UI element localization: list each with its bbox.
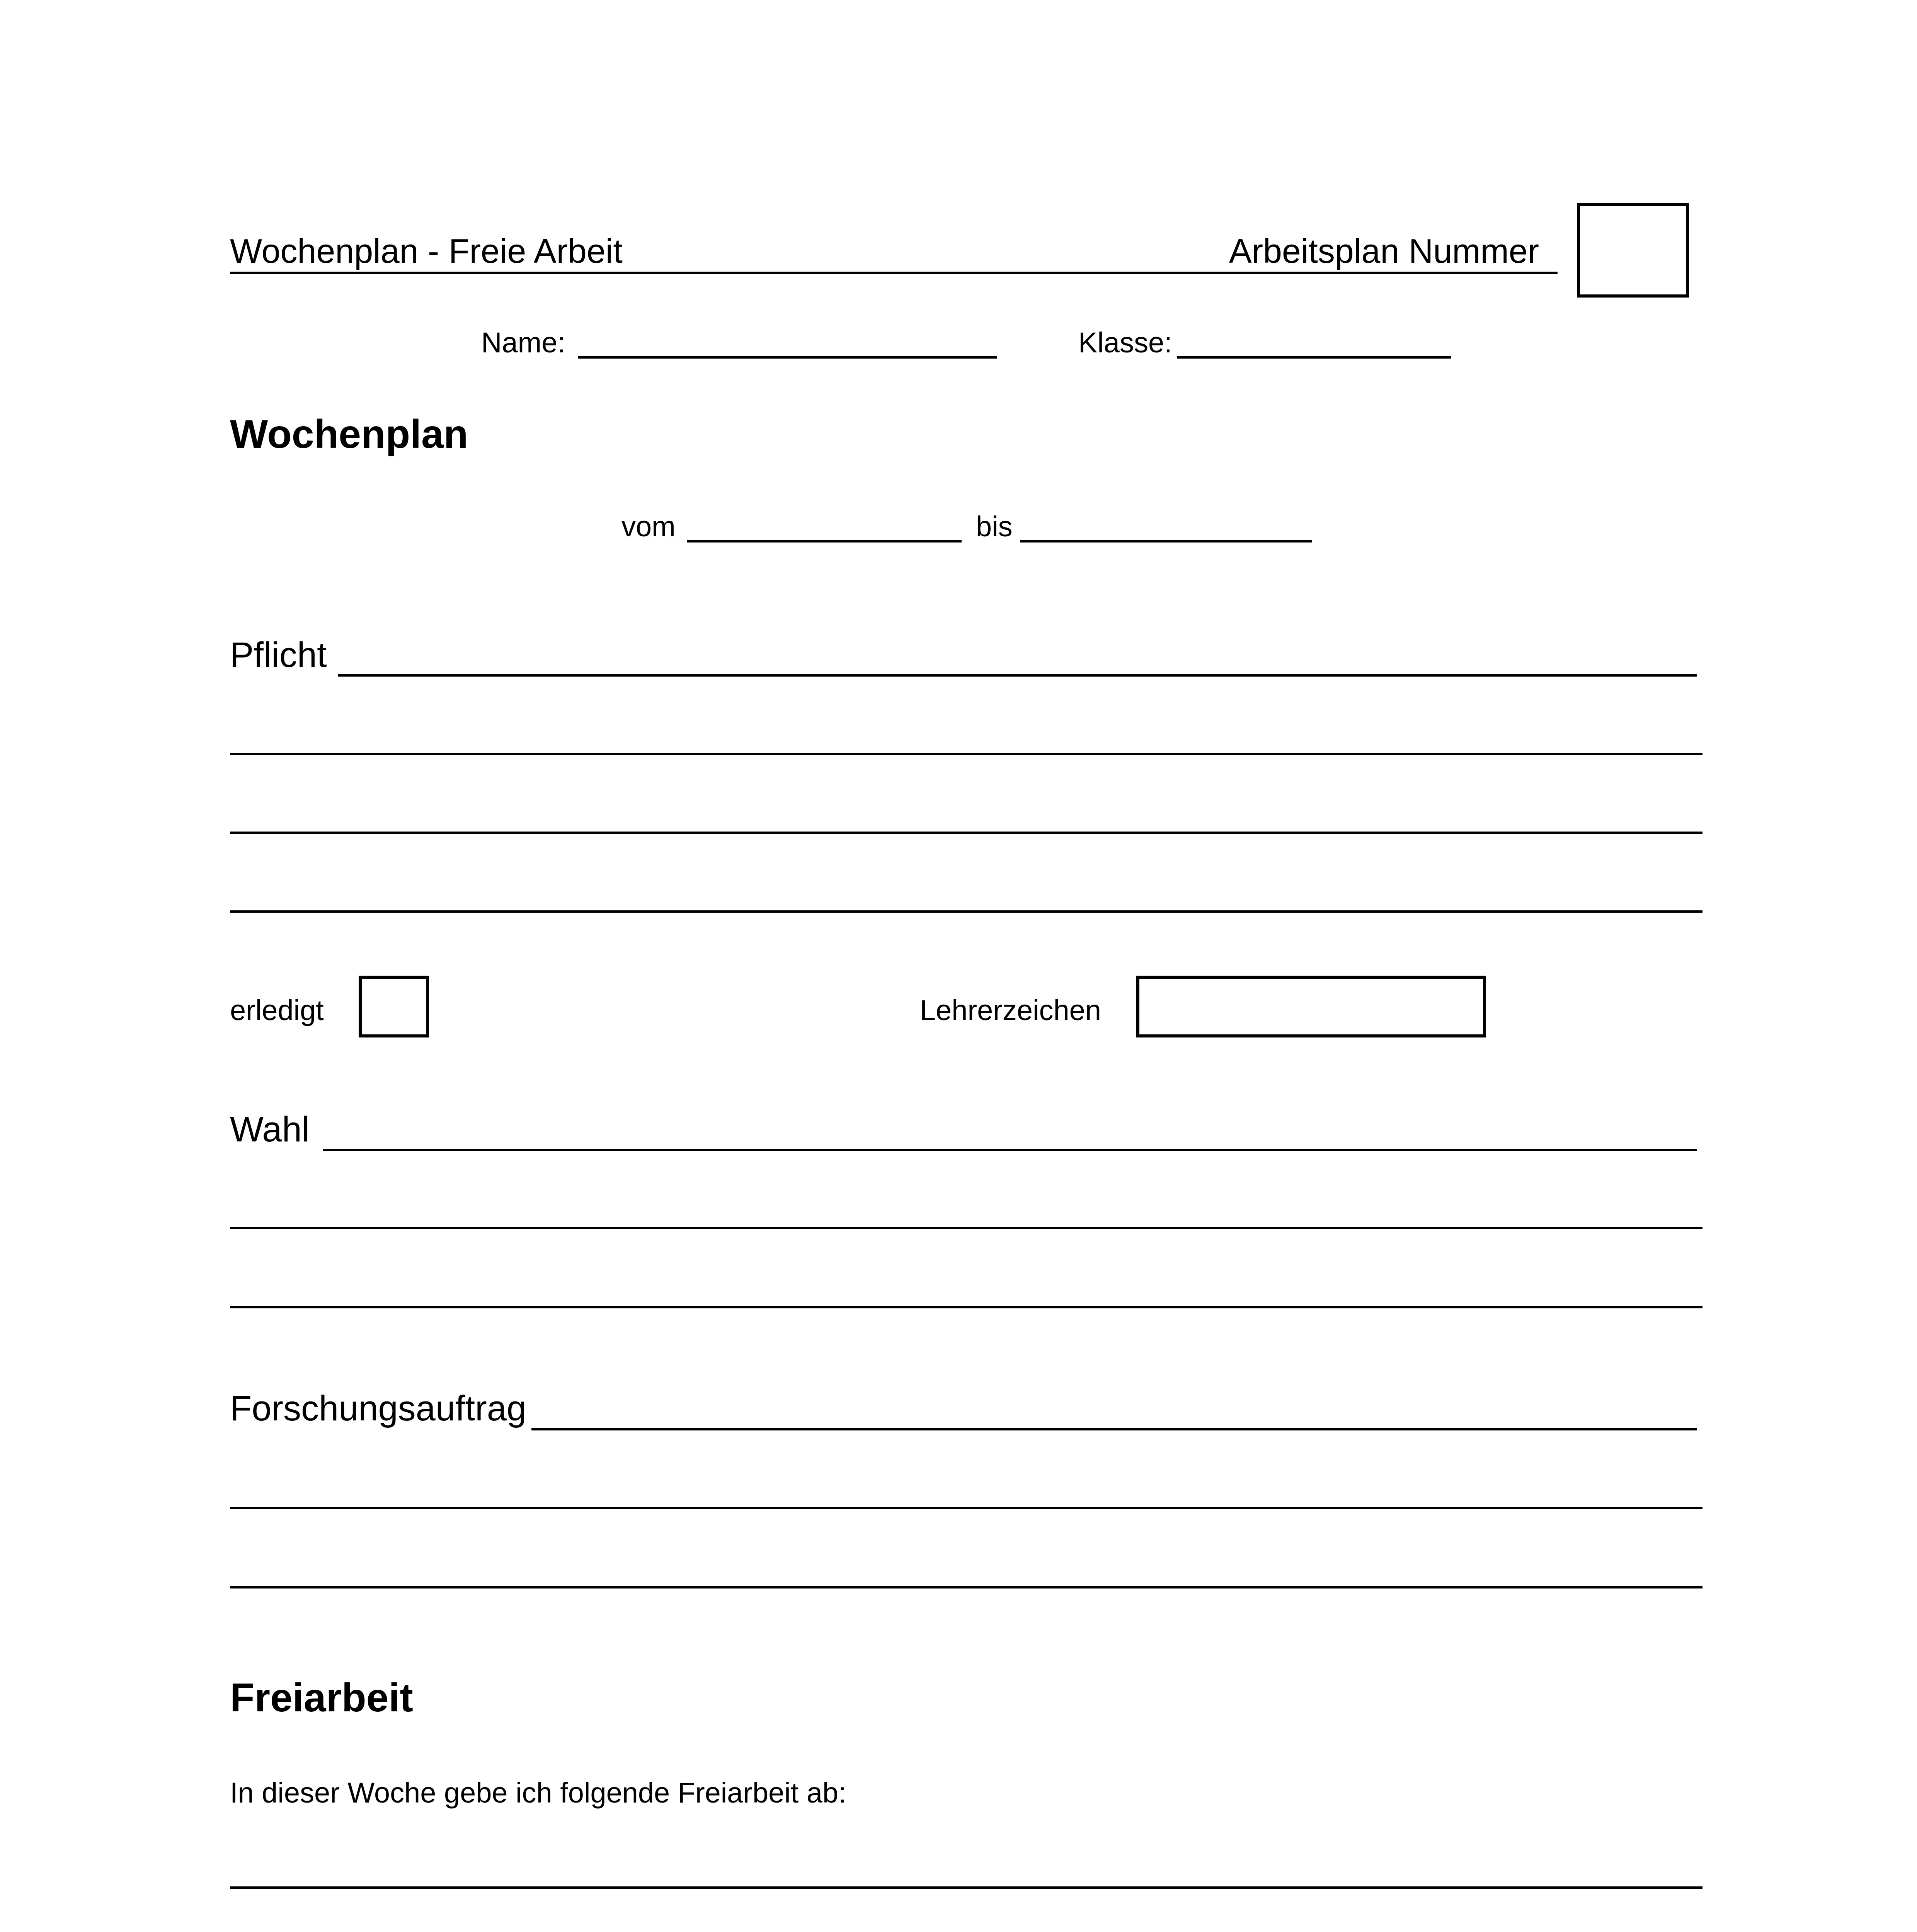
mandatory-line-3[interactable] — [230, 832, 1702, 834]
done-label: erledigt — [230, 994, 324, 1026]
done-checkbox[interactable] — [359, 976, 429, 1037]
teacher-sign-label: Lehrerzeichen — [920, 994, 1101, 1026]
choice-line-2[interactable] — [230, 1227, 1702, 1229]
mandatory-label: Pflicht — [230, 635, 327, 675]
choice-line-1[interactable] — [323, 1149, 1697, 1151]
from-date-field[interactable] — [687, 540, 962, 543]
to-date-field[interactable] — [1020, 540, 1312, 543]
class-field[interactable] — [1177, 356, 1451, 359]
freiarbeit-intro: In dieser Woche gebe ich folgende Freiarbeit ab: — [230, 1777, 846, 1809]
mandatory-line-2[interactable] — [230, 753, 1702, 755]
research-line-1[interactable] — [531, 1428, 1697, 1430]
class-label: Klasse: — [1078, 327, 1172, 359]
name-field[interactable] — [578, 356, 997, 359]
research-line-3[interactable] — [230, 1586, 1702, 1588]
from-label: vom — [621, 510, 676, 543]
choice-line-3[interactable] — [230, 1306, 1702, 1308]
freiarbeit-line-1[interactable] — [230, 1886, 1702, 1889]
wochenplan-heading: Wochenplan — [230, 412, 468, 457]
mandatory-line-4[interactable] — [230, 910, 1702, 913]
choice-label: Wahl — [230, 1110, 310, 1149]
mandatory-line-1[interactable] — [338, 674, 1697, 677]
header-title: Wochenplan - Freie Arbeit — [230, 232, 623, 270]
header-underline — [230, 272, 1558, 274]
name-label: Name: — [481, 327, 565, 359]
plan-number-label: Arbeitsplan Nummer — [1229, 232, 1539, 270]
teacher-sign-box[interactable] — [1136, 976, 1486, 1037]
freiarbeit-heading: Freiarbeit — [230, 1675, 413, 1720]
research-line-2[interactable] — [230, 1507, 1702, 1509]
research-label: Forschungsauftrag — [230, 1389, 527, 1428]
to-label: bis — [976, 510, 1013, 543]
plan-number-box[interactable] — [1577, 203, 1689, 298]
